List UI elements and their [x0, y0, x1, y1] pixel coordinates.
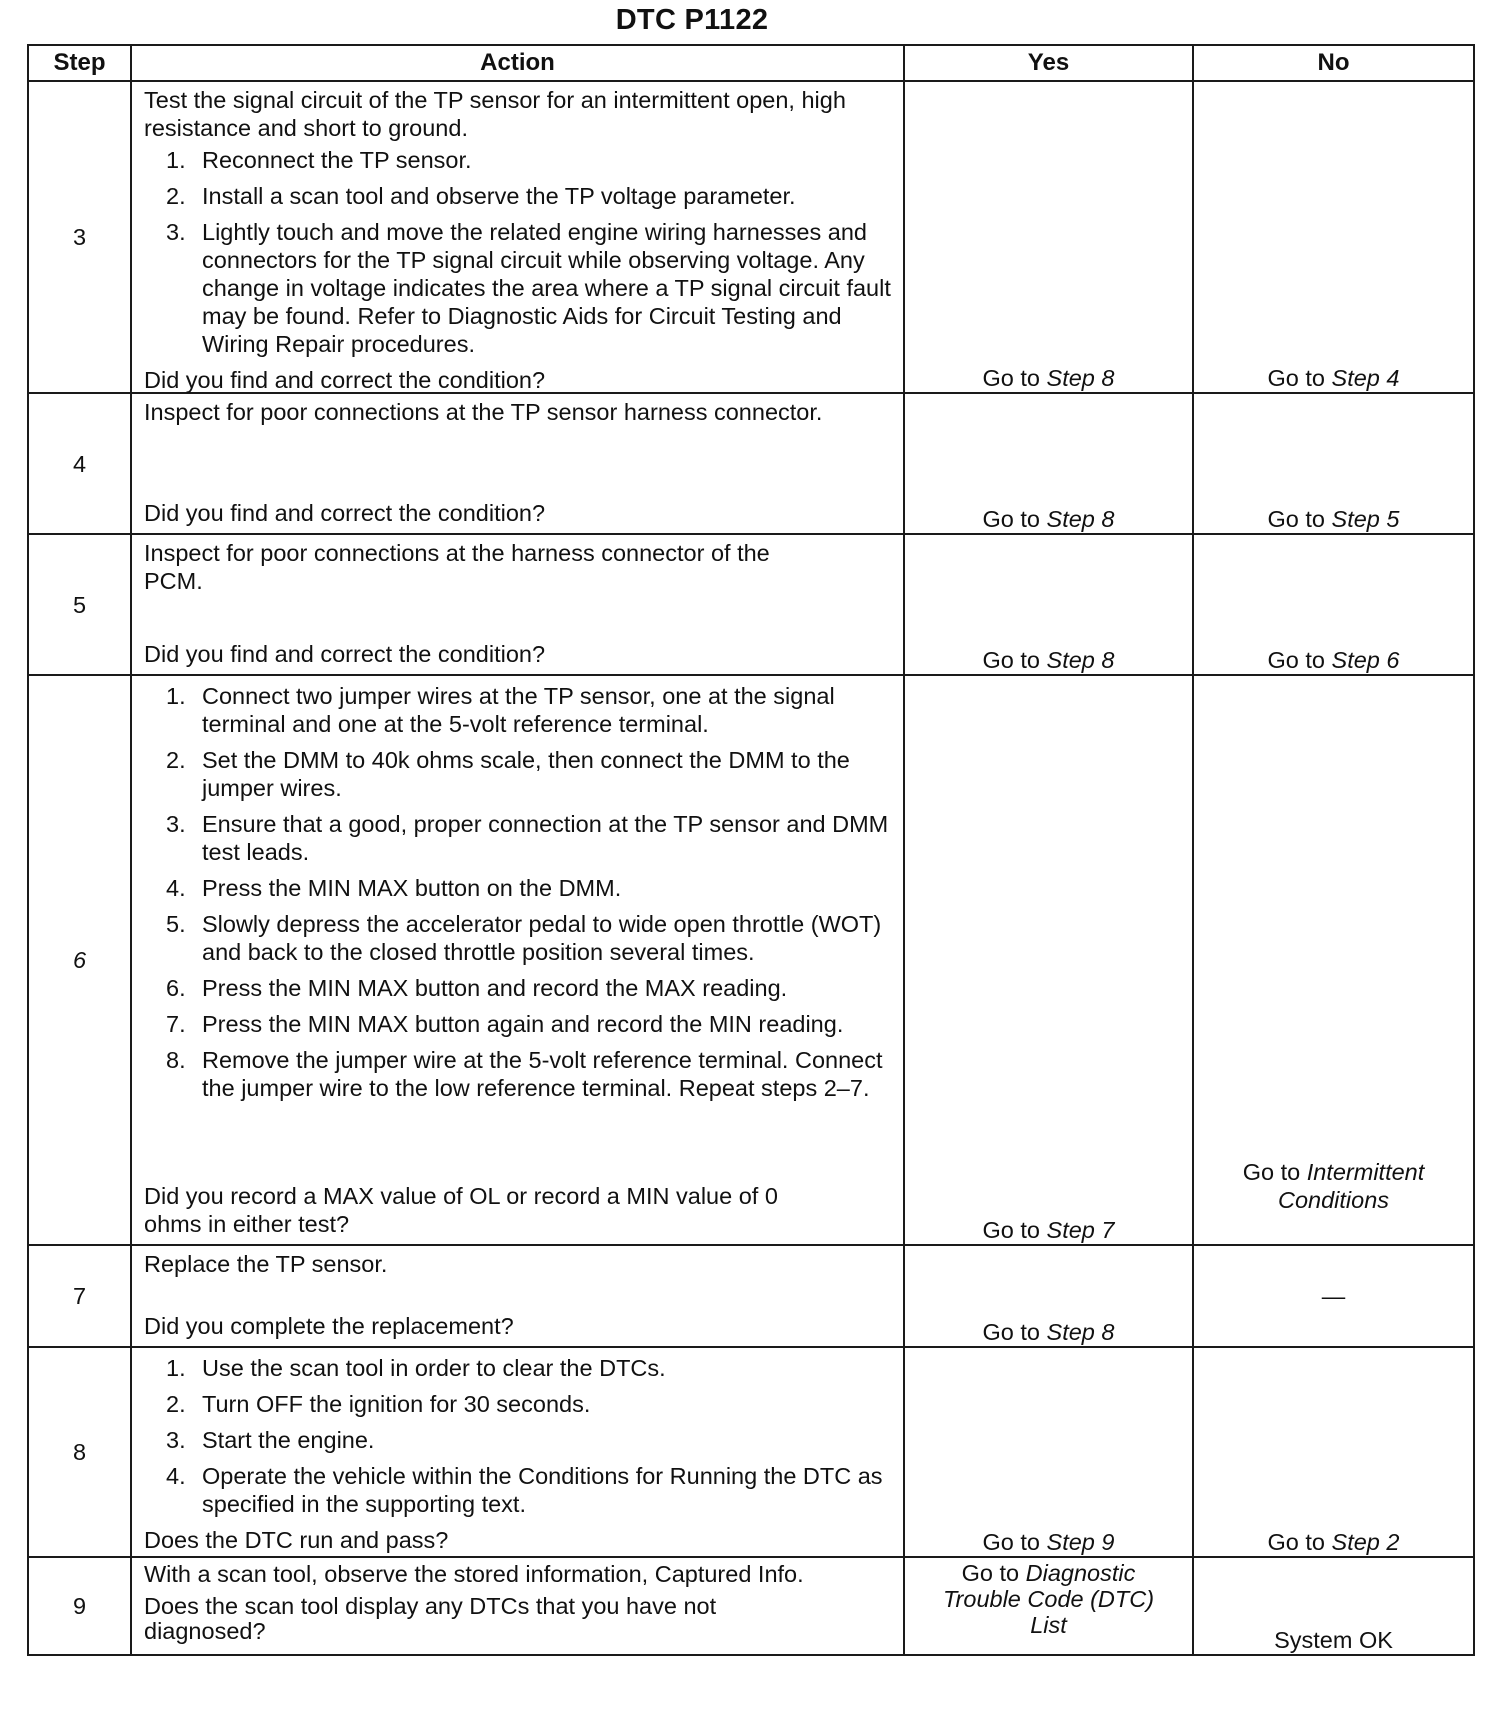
yes-cell: Go to Step 8	[904, 534, 1193, 675]
substep: 5. Slowly depress the accelerator pedal to wide open throttle (WOT) and back to the closed throttle position several times.	[166, 911, 882, 965]
action-question: Did you complete the replacement?	[144, 1313, 514, 1339]
substep-list	[144, 682, 893, 1110]
no-cell: —	[1193, 1245, 1474, 1347]
step-number: 4	[28, 393, 131, 534]
substep: 2. Set the DMM to 40k ohms scale, then connect the DMM to the jumper wires.	[166, 747, 850, 801]
header-step: Step	[28, 45, 131, 81]
action-cell	[131, 534, 904, 675]
table-row-step-8	[28, 1347, 1474, 1557]
no-cell: System OK	[1193, 1557, 1474, 1655]
action-cell	[131, 1245, 904, 1347]
action-cell	[131, 393, 904, 534]
no-cell: Go to Step 2	[1193, 1347, 1474, 1557]
step-number: 6	[28, 675, 131, 1245]
action-intro: Replace the TP sensor.	[144, 1251, 388, 1277]
substep: 2. Turn OFF the ignition for 30 seconds.	[166, 1391, 591, 1417]
substep: 7. Press the MIN MAX button again and record the MIN reading.	[166, 1011, 844, 1037]
step-number: 3	[28, 81, 131, 393]
action-cell	[131, 81, 904, 393]
no-cell: Go to Intermittent Conditions	[1193, 675, 1474, 1245]
action-question: Did you find and correct the condition?	[144, 641, 546, 667]
substep: 3. Start the engine.	[166, 1427, 375, 1453]
action-intro: With a scan tool, observe the stored information, Captured Info.	[144, 1561, 804, 1587]
action-cell	[131, 675, 904, 1245]
action-intro: Test the signal circuit of the TP sensor for an intermittent open, high resistance and short to ground.	[144, 87, 846, 141]
yes-cell: Go to Step 8	[904, 393, 1193, 534]
action-cell	[131, 1557, 904, 1655]
table-row-step-7	[28, 1245, 1474, 1347]
substep: 3. Lightly touch and move the related engine wiring harnesses and connectors for the TP signal circuit while observing voltage. Any change in voltage indicates the area where a TP signal circuit fault may be found. Refer to Diagnostic Aids for Circuit Testing and Wiring Repair procedures.	[166, 219, 891, 357]
action-cell	[131, 1347, 904, 1557]
yes-cell: Go to Diagnostic Trouble Code (DTC) List	[904, 1557, 1193, 1655]
header-yes: Yes	[904, 45, 1193, 81]
action-question: Does the DTC run and pass?	[144, 1527, 449, 1553]
table-row-step-9	[28, 1557, 1474, 1655]
no-cell: Go to Step 6	[1193, 534, 1474, 675]
action-intro: Inspect for poor connections at the TP sensor harness connector.	[144, 399, 823, 425]
step-number: 8	[28, 1347, 131, 1557]
yes-cell: Go to Step 9	[904, 1347, 1193, 1557]
step-number: 9	[28, 1557, 131, 1655]
table-row-step-6	[28, 675, 1474, 1245]
header-action: Action	[131, 45, 904, 81]
step-number: 7	[28, 1245, 131, 1347]
substep-list	[144, 1354, 893, 1526]
substep: 4. Press the MIN MAX button on the DMM.	[166, 875, 622, 901]
document-title: DTC P1122	[615, 4, 769, 36]
yes-cell: Go to Step 7	[904, 675, 1193, 1245]
substep: 2. Install a scan tool and observe the TP voltage parameter.	[166, 183, 796, 209]
table-row-step-3	[28, 81, 1474, 393]
table-row-step-4	[28, 393, 1474, 534]
substep: 8. Remove the jumper wire at the 5-volt reference terminal. Connect the jumper wire to the low reference terminal. Repeat steps 2–7.	[166, 1047, 883, 1101]
action-question: Did you find and correct the condition?	[144, 500, 546, 526]
yes-cell: Go to Step 8	[904, 81, 1193, 393]
action-question: Did you record a MAX value of OL or record a MIN value of 0 ohms in either test?	[144, 1183, 778, 1237]
substep: 1. Use the scan tool in order to clear the DTCs.	[166, 1355, 666, 1381]
header-row	[28, 45, 1474, 81]
action-question: Does the scan tool display any DTCs that you have not diagnosed?	[144, 1593, 717, 1644]
action-question: Did you find and correct the condition?	[144, 367, 546, 393]
substep: 6. Press the MIN MAX button and record the MAX reading.	[166, 975, 788, 1001]
action-intro: Inspect for poor connections at the harness connector of the PCM.	[144, 540, 770, 594]
table-row-step-5	[28, 534, 1474, 675]
yes-cell: Go to Step 8	[904, 1245, 1193, 1347]
step-number: 5	[28, 534, 131, 675]
substep: 1. Connect two jumper wires at the TP sensor, one at the signal terminal and one at the 5-volt reference terminal.	[166, 683, 835, 737]
no-cell: Go to Step 4	[1193, 81, 1474, 393]
substep: 4. Operate the vehicle within the Conditions for Running the DTC as specified in the supporting text.	[166, 1463, 883, 1517]
substep: 1. Reconnect the TP sensor.	[166, 147, 472, 173]
substep-list	[144, 146, 893, 366]
substep: 3. Ensure that a good, proper connection at the TP sensor and DMM test leads.	[166, 811, 889, 865]
diagnostic-table	[27, 44, 1475, 1656]
no-cell: Go to Step 5	[1193, 393, 1474, 534]
header-no: No	[1193, 45, 1474, 81]
